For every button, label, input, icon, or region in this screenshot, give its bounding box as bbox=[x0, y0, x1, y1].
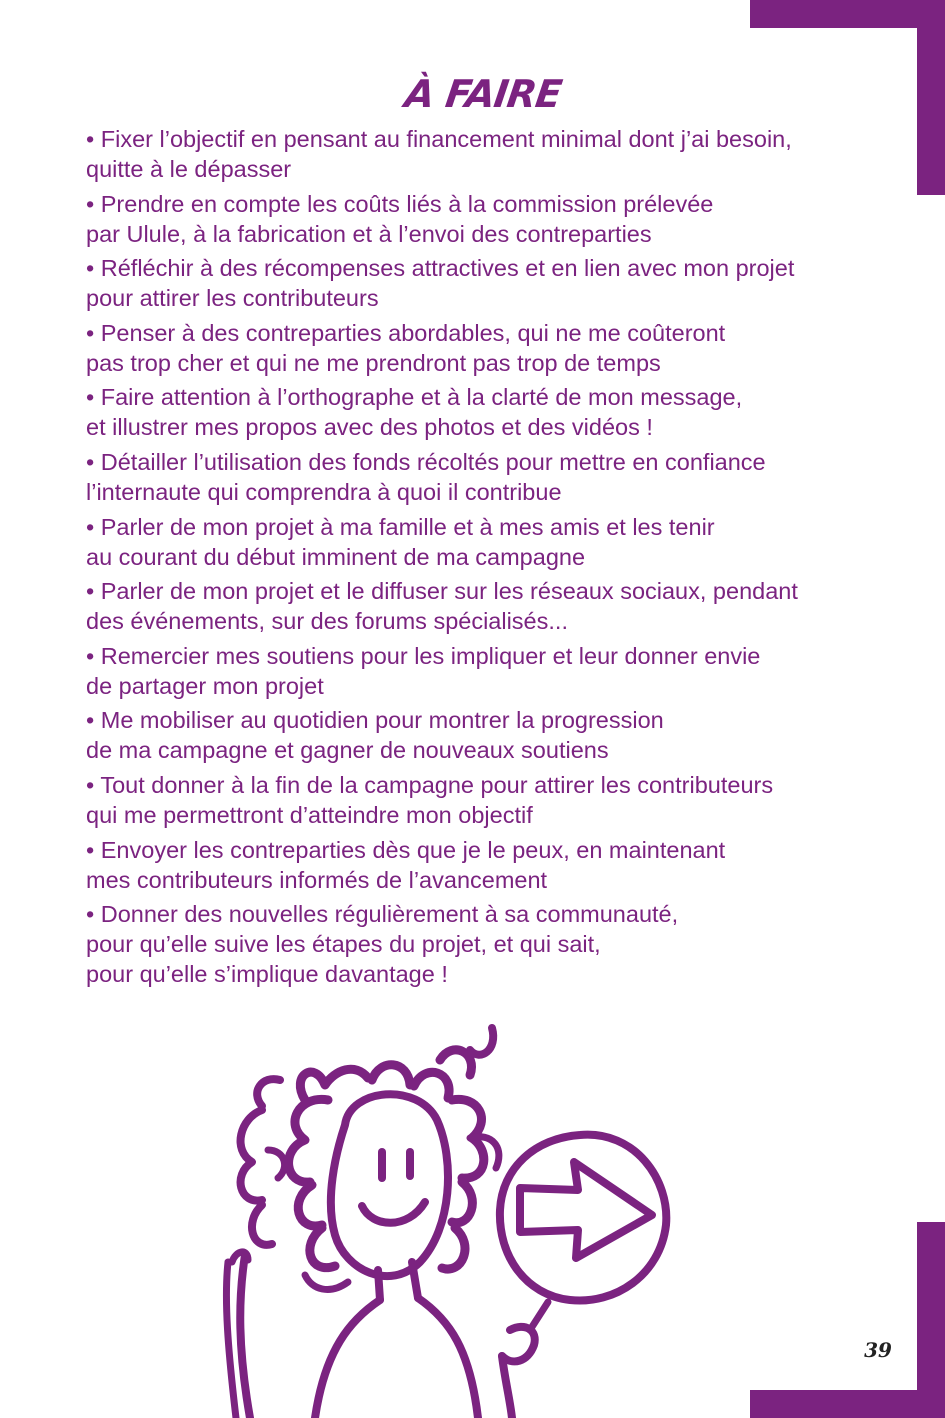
list-item: • Me mobiliser au quotidien pour montrer la progression de ma campagne et gagner de nouveaux soutiens bbox=[86, 707, 664, 764]
list-item: • Envoyer les contreparties dès que je le peux, en maintenant mes contributeurs informés de l’avancement bbox=[86, 836, 726, 893]
list-item: • Faire attention à l’orthographe et à la clarté de mon message, et illustrer mes propos avec des photos et des vidéos ! bbox=[86, 384, 743, 441]
bottom-frame-bar-horizontal bbox=[750, 1390, 945, 1418]
list-item: • Penser à des contreparties abordables, qui ne me coûteront pas trop cher et qui ne me prendront pas trop de temps bbox=[86, 319, 726, 376]
list-item: • Remercier mes soutiens pour les impliquer et leur donner envie de partager mon projet bbox=[86, 642, 761, 699]
smiling-person-holding-arrow-sign-icon bbox=[215, 1020, 675, 1418]
todo-list bbox=[86, 124, 896, 994]
list-item: • Prendre en compte les coûts liés à la commission prélevée par Ulule, à la fabrication et à l’envoi des contreparties bbox=[86, 190, 714, 247]
page-number: 39 bbox=[864, 1338, 892, 1362]
bottom-frame-bar-vertical bbox=[917, 1222, 945, 1418]
list-item: • Donner des nouvelles régulièrement à sa communauté, pour qu’elle suive les étapes du projet, et qui sait, pour qu’elle s’implique davantage ! bbox=[86, 901, 679, 988]
list-item: • Tout donner à la fin de la campagne pour attirer les contributeurs qui me permettront d’atteindre mon objectif bbox=[86, 771, 774, 828]
list-item: • Fixer l’objectif en pensant au financement minimal dont j’ai besoin, quitte à le dépasser bbox=[86, 126, 792, 182]
list-item: • Réfléchir à des récompenses attractives et en lien avec mon projet pour attirer les contributeurs bbox=[86, 255, 795, 312]
list-item: • Détailler l’utilisation des fonds récoltés pour mettre en confiance l’internaute qui comprendra à quoi il contribue bbox=[86, 448, 766, 505]
top-frame-bar-horizontal bbox=[750, 0, 945, 28]
list-item: • Parler de mon projet et le diffuser sur les réseaux sociaux, pendant des événements, sur des forums spécialisés... bbox=[86, 578, 798, 635]
page-title: À FAIRE bbox=[402, 72, 564, 116]
list-item: • Parler de mon projet à ma famille et à mes amis et les tenir au courant du début imminent de ma campagne bbox=[86, 513, 715, 570]
